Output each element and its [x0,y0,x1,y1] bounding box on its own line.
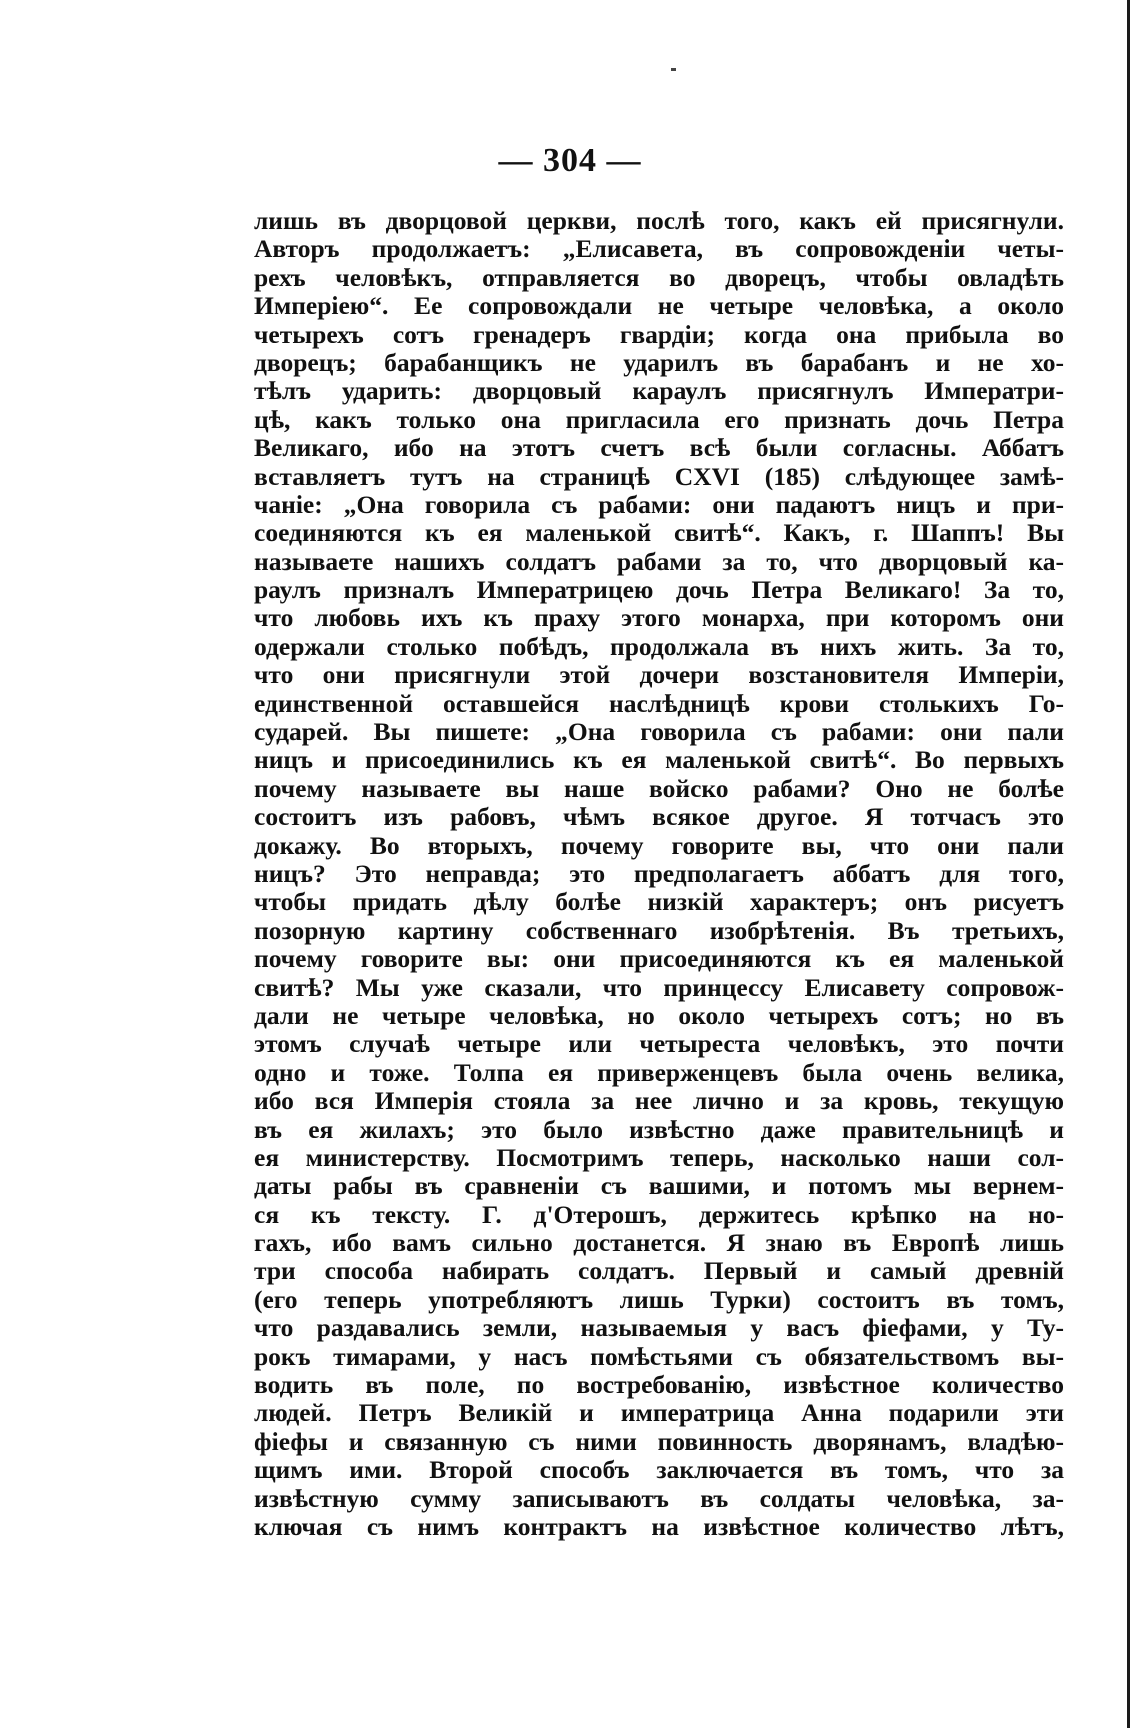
text-line: раулъ призналъ Императрицею дочь Петра Великаго! За то, [254,576,1064,605]
text-line: сударей. Вы пишете: „Она говорила съ рабами: они пали [254,718,1064,747]
text-line: чтобы придать дѣлу болѣе низкій характеръ; онъ рисуетъ [254,888,1064,917]
page-edge-rule [1127,0,1130,1728]
text-line: ницъ? Это неправда; это предполагаетъ аббатъ для того, [254,859,1064,888]
text-line: дворецъ; барабанщикъ не ударилъ въ барабанъ и не хо- [254,348,1064,377]
page-number: — 304 — [498,142,642,179]
text-line: этомъ случаѣ четыре или четыреста человѣкъ, это почти [254,1030,1064,1059]
text-line: единственной оставшейся наслѣдницѣ крови столькихъ Го- [254,689,1064,718]
text-line: фіефы и связанную съ ними повинность дворянамъ, владѣю- [254,1427,1064,1456]
text-line: одержали столько побѣдъ, продолжала въ нихъ жить. За то, [254,632,1064,661]
text-line: ся къ тексту. Г. д'Отерошъ, держитесь крѣпко на но- [254,1200,1064,1229]
text-line: рехъ человѣкъ, отправляется во дворецъ, чтобы овладѣть [254,263,1064,292]
text-line: лишь въ дворцовой церкви, послѣ того, какъ ей присягнули. [254,207,1064,235]
text-line: состоитъ изъ рабовъ, чѣмъ всякое другое. Я тотчасъ это [254,803,1064,832]
text-line: щимъ ими. Второй способъ заключается въ томъ, что за [254,1456,1064,1485]
text-line: ключая съ нимъ контрактъ на извѣстное количество лѣтъ, [254,1512,1064,1541]
text-line: ея министерству. Посмотримъ теперь, насколько наши сол- [254,1143,1064,1172]
text-line: Имперіею“. Ее сопровождали не четыре человѣка, а около [254,292,1064,321]
text-line: тѣлъ ударить: дворцовый караулъ присягнулъ Императри- [254,377,1064,406]
text-line: почему говорите вы: они присоединяются къ ея маленькой [254,945,1064,974]
text-line: цѣ, какъ только она пригласила его признать дочь Петра [254,405,1064,434]
text-line: (его теперь употребляютъ лишь Турки) состоитъ въ томъ, [254,1285,1064,1314]
text-line: позорную картину собственнаго изобрѣтенія. Въ третьихъ, [254,916,1064,945]
text-line: дали не четыре человѣка, но около четырехъ сотъ; но въ [254,1001,1064,1030]
text-line: почему называете вы наше войско рабами? Оно не болѣе [254,774,1064,803]
text-line: извѣстную сумму записываютъ въ солдаты человѣка, за- [254,1484,1064,1513]
text-line: что раздавались земли, называемыя у васъ фіефами, у Ту- [254,1314,1064,1343]
text-line: даты рабы въ сравненіи съ вашими, и потомъ мы вернем- [254,1172,1064,1201]
text-line: водить въ поле, по востребованію, извѣстное количество [254,1371,1064,1400]
text-line: что любовь ихъ къ праху этого монарха, при которомъ они [254,604,1064,633]
text-line: людей. Петръ Великій и императрица Анна подарили эти [254,1399,1064,1428]
text-line: что они присягнули этой дочери возстановителя Имперіи, [254,661,1064,690]
text-line: рокъ тимарами, у насъ помѣстьями съ обязательствомъ вы- [254,1342,1064,1371]
text-line: одно и тоже. Толпа ея приверженцевъ была очень велика, [254,1058,1064,1087]
text-line: вставляетъ тутъ на страницѣ CXVI (185) слѣдующее замѣ- [254,462,1064,491]
text-line: свитѣ? Мы уже сказали, что принцессу Елисавету сопровож- [254,973,1064,1002]
text-line: соединяются къ ея маленькой свитѣ“. Какъ, г. Шаппъ! Вы [254,519,1064,548]
text-line: въ ея жилахъ; это было извѣстно даже правительницѣ и [254,1115,1064,1144]
text-line: четырехъ сотъ гренадеръ гвардіи; когда она прибыла во [254,320,1064,349]
text-line: ницъ и присоединились къ ея маленькой свитѣ“. Во первыхъ [254,746,1064,775]
text-line: три способа набирать солдатъ. Первый и самый древній [254,1257,1064,1286]
text-line: ибо вся Имперія стояла за нее лично и за кровь, текущую [254,1087,1064,1116]
body-text [254,207,1064,1541]
text-line: чаніе: „Она говорила съ рабами: они падаютъ ницъ и при- [254,490,1064,519]
scan-speck [671,68,676,71]
text-line: Авторъ продолжаетъ: „Елисавета, въ сопровожденіи четы- [254,235,1064,264]
text-line: гахъ, ибо вамъ сильно достанется. Я знаю въ Европѣ лишь [254,1229,1064,1258]
text-line: Великаго, ибо на этотъ счетъ всѣ были согласны. Аббатъ [254,434,1064,463]
text-line: называете нашихъ солдатъ рабами за то, что дворцовый ка- [254,547,1064,576]
text-line: докажу. Во вторыхъ, почему говорите вы, что они пали [254,831,1064,860]
